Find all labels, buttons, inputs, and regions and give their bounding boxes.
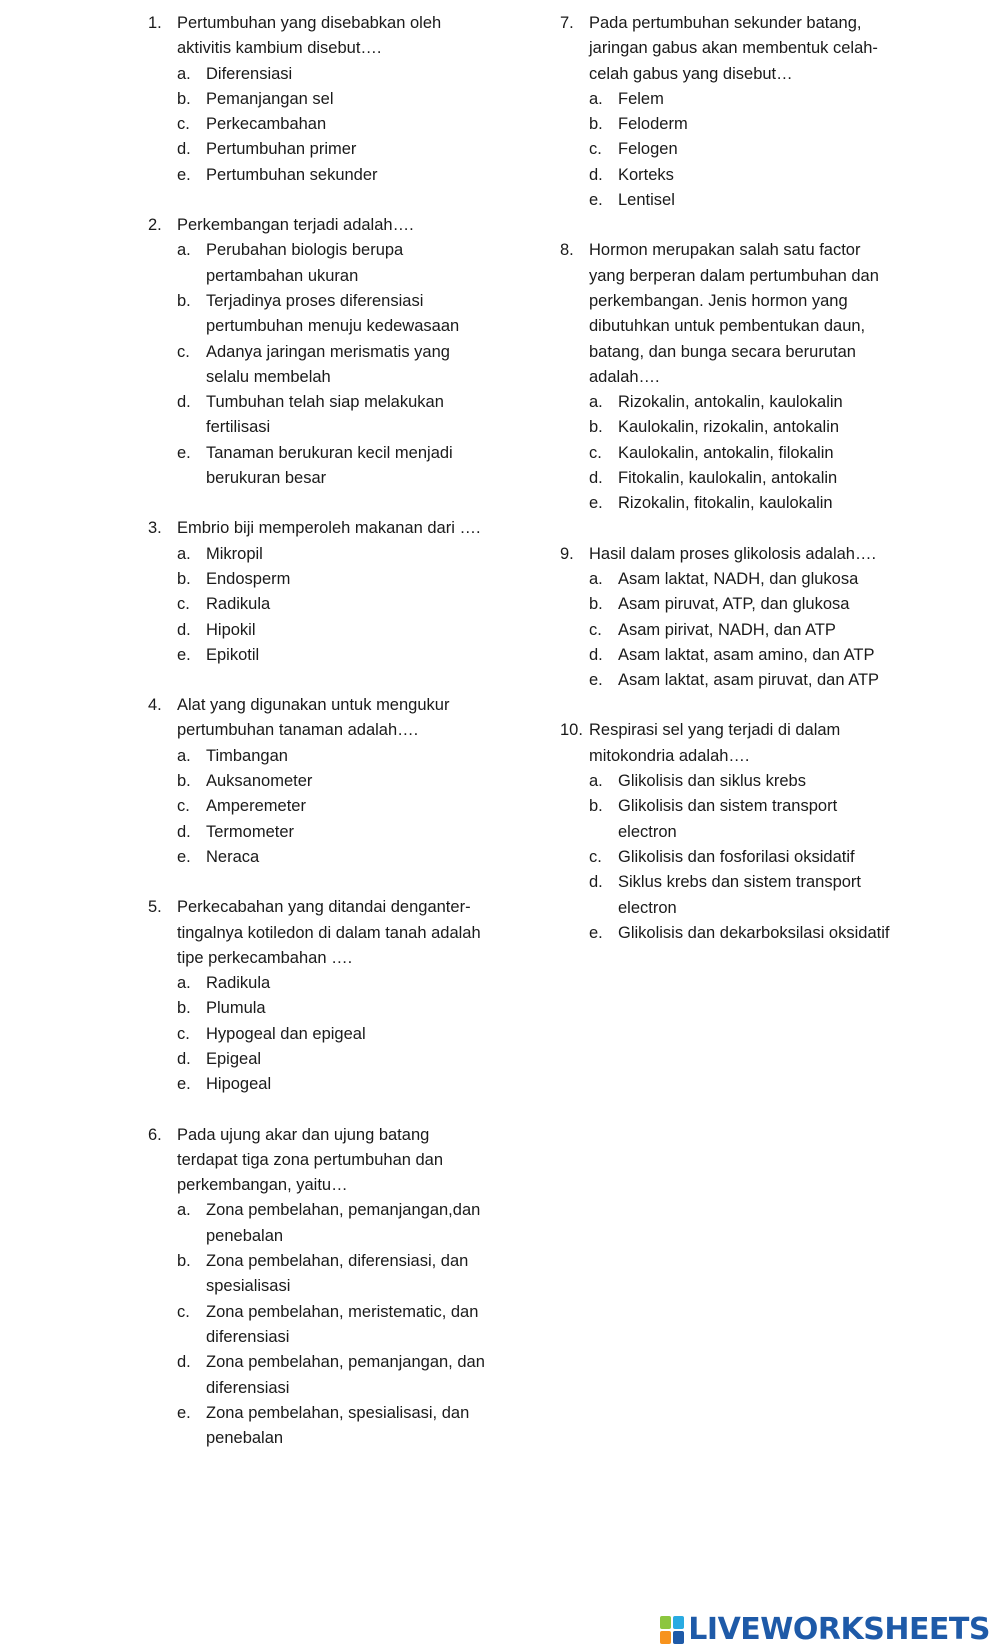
answer-option[interactable] (148, 289, 493, 340)
answer-options (148, 971, 493, 1097)
answer-option[interactable] (560, 592, 900, 617)
option-letter: b. (177, 291, 191, 310)
option-letter: c. (177, 595, 190, 614)
option-letter: d. (589, 165, 603, 184)
option-letter: d. (589, 645, 603, 664)
question-text: Alat yang digunakan untuk mengukur pertumbuhan tanaman adalah…. (177, 696, 450, 740)
option-letter: e. (589, 671, 603, 690)
option-text: Asam laktat, asam amino, dan ATP (618, 645, 875, 664)
option-text: Epigeal (206, 1049, 262, 1068)
question-text: Pada pertumbuhan sekunder batang, jaringan gabus akan membentuk celah-celah gabus yang disebut… (589, 14, 878, 83)
option-text: Kaulokalin, antokalin, filokalin (618, 443, 834, 462)
answer-option[interactable] (148, 163, 493, 188)
answer-option[interactable] (148, 1022, 493, 1047)
question-text: Hasil dalam proses glikolosis adalah…. (589, 544, 877, 563)
question-4 (148, 693, 493, 870)
option-letter: c. (177, 1302, 190, 1321)
answer-option[interactable] (560, 921, 900, 946)
option-letter: c. (177, 1024, 190, 1043)
option-text: Feloderm (618, 115, 688, 134)
option-letter: a. (589, 393, 603, 412)
option-letter: d. (177, 822, 191, 841)
answer-option[interactable] (560, 466, 900, 491)
question-stem (148, 693, 493, 744)
option-text: Pertumbuhan sekunder (206, 165, 378, 184)
answer-option[interactable] (148, 1072, 493, 1097)
option-text: Zona pembelahan, spesialisasi, dan penebalan (206, 1403, 470, 1448)
answer-option[interactable] (148, 441, 493, 492)
option-letter: a. (177, 64, 191, 83)
question-stem (560, 11, 900, 87)
answer-option[interactable] (148, 390, 493, 441)
answer-option[interactable] (148, 618, 493, 643)
answer-options (560, 769, 900, 946)
question-7 (560, 11, 900, 213)
option-letter: e. (177, 443, 191, 462)
option-letter: d. (177, 140, 191, 159)
option-text: Hipokil (206, 620, 256, 639)
question-1 (148, 11, 493, 188)
option-letter: e. (177, 165, 191, 184)
option-letter: e. (177, 645, 191, 664)
answer-option[interactable] (148, 567, 493, 592)
answer-option[interactable] (148, 820, 493, 845)
question-number: 3. (148, 519, 162, 538)
answer-option[interactable] (148, 1047, 493, 1072)
option-text: Adanya jaringan merismatis yang selalu membelah (206, 342, 450, 386)
answer-option[interactable] (560, 390, 900, 415)
liveworksheets-logo-icon (660, 1616, 684, 1644)
answer-option[interactable] (560, 870, 900, 921)
option-text: Felem (618, 89, 664, 108)
option-letter: e. (589, 923, 603, 942)
option-text: Tumbuhan telah siap melakukan fertilisasi (206, 393, 444, 437)
option-text: Timbangan (206, 746, 288, 765)
answer-option[interactable] (148, 744, 493, 769)
option-text: Termometer (206, 822, 295, 841)
option-text: Lentisel (618, 191, 675, 210)
option-text: Endosperm (206, 569, 291, 588)
answer-option[interactable] (148, 1198, 493, 1249)
option-text: Asam laktat, NADH, dan glukosa (618, 569, 859, 588)
option-letter: b. (177, 772, 191, 791)
question-stem (148, 1123, 493, 1199)
answer-option[interactable] (560, 137, 900, 162)
answer-option[interactable] (148, 1350, 493, 1401)
question-number: 1. (148, 14, 162, 32)
question-number: 2. (148, 216, 162, 235)
logo-tile (660, 1631, 671, 1644)
option-text: Epikotil (206, 645, 260, 664)
option-letter: a. (177, 974, 191, 993)
option-letter: b. (589, 115, 603, 134)
answer-option[interactable] (560, 845, 900, 870)
option-letter: b. (177, 89, 191, 108)
option-text: Radikula (206, 974, 271, 993)
answer-options (560, 390, 900, 516)
answer-option[interactable] (560, 163, 900, 188)
logo-tile (673, 1616, 684, 1629)
option-text: Amperemeter (206, 797, 306, 816)
option-text: Glikolisis dan dekarboksilasi oksidatif (618, 923, 890, 942)
question-text: Perkembangan terjadi adalah…. (177, 216, 414, 235)
option-text: Glikolisis dan siklus krebs (618, 772, 806, 791)
option-text: Zona pembelahan, pemanjangan, dan diferensiasi (206, 1353, 485, 1397)
option-letter: a. (589, 89, 603, 108)
option-text: Hipogeal (206, 1075, 272, 1094)
option-text: Korteks (618, 165, 674, 184)
answer-option[interactable] (560, 794, 900, 845)
answer-option[interactable] (148, 112, 493, 137)
option-text: Asam laktat, asam piruvat, dan ATP (618, 671, 880, 690)
answer-option[interactable] (148, 137, 493, 162)
option-text: Zona pembelahan, pemanjangan,dan penebalan (206, 1201, 481, 1245)
answer-option[interactable] (560, 87, 900, 112)
answer-option[interactable] (560, 567, 900, 592)
option-letter: a. (177, 1201, 191, 1220)
logo-tile (660, 1616, 671, 1629)
answer-option[interactable] (148, 87, 493, 112)
option-text: Diferensiasi (206, 64, 293, 83)
question-3 (148, 516, 493, 668)
option-text: Plumula (206, 999, 266, 1018)
option-letter: d. (589, 873, 603, 892)
option-letter: c. (177, 115, 190, 134)
option-text: Radikula (206, 595, 271, 614)
question-text: Perkecabahan yang ditandai dengantertingalnya kotiledon di dalam tanah adalah tipe perkecambahan …. (177, 898, 481, 967)
question-number: 9. (560, 544, 574, 563)
question-number: 6. (148, 1125, 162, 1144)
option-letter: e. (589, 494, 603, 513)
question-text: Hormon merupakan salah satu factor yang berperan dalam pertumbuhan dan perkembangan. Jenis hormon yang dibutuhkan untuk pembentukan daun, batang, dan bunga secara berurutan adalah…. (589, 241, 879, 386)
question-number: 7. (560, 14, 574, 32)
liveworksheets-logo[interactable] (660, 1612, 990, 1647)
option-text: Auksanometer (206, 772, 313, 791)
question-2 (148, 213, 493, 491)
answer-option[interactable] (560, 643, 900, 668)
question-number: 4. (148, 696, 162, 715)
option-letter: b. (177, 999, 191, 1018)
option-letter: b. (589, 418, 603, 437)
answer-option[interactable] (148, 62, 493, 87)
option-text: Felogen (618, 140, 678, 159)
question-8 (560, 238, 900, 516)
answer-option[interactable] (148, 1401, 493, 1452)
option-letter: c. (589, 620, 602, 639)
option-letter: a. (589, 772, 603, 791)
answer-options (560, 567, 900, 693)
answer-option[interactable] (560, 668, 900, 693)
option-text: Asam piruvat, ATP, dan glukosa (618, 595, 850, 614)
question-text: Embrio biji memperoleh makanan dari …. (177, 519, 481, 538)
answer-options (148, 1198, 493, 1451)
question-text: Pada ujung akar dan ujung batang terdapat tiga zona pertumbuhan dan perkembangan, yaitu… (177, 1125, 444, 1195)
option-text: Glikolisis dan sistem transport electron (618, 797, 838, 841)
question-5 (148, 895, 493, 1097)
question-stem (560, 718, 900, 769)
question-number: 8. (560, 241, 574, 260)
answer-option[interactable] (560, 415, 900, 440)
answer-option[interactable] (148, 643, 493, 668)
option-text: Terjadinya proses diferensiasi pertumbuhan menuju kedewasaan (206, 291, 460, 336)
answer-options (148, 238, 493, 491)
answer-option[interactable] (148, 845, 493, 870)
answer-option[interactable] (148, 769, 493, 794)
option-text: Pertumbuhan primer (206, 140, 357, 159)
question-10 (560, 718, 900, 946)
option-letter: c. (177, 797, 190, 816)
question-stem (148, 213, 493, 238)
answer-options (148, 542, 493, 668)
option-letter: a. (177, 544, 191, 563)
question-stem (148, 11, 493, 62)
option-letter: e. (589, 191, 603, 210)
option-letter: e. (177, 847, 191, 866)
answer-option[interactable] (560, 112, 900, 137)
answer-option[interactable] (148, 238, 493, 289)
option-text: Pemanjangan sel (206, 89, 334, 108)
question-stem (560, 238, 900, 390)
logo-tile (673, 1631, 684, 1644)
option-text: Zona pembelahan, meristematic, dan diferensiasi (206, 1302, 479, 1346)
left-column (148, 11, 493, 1476)
right-column (560, 11, 900, 971)
option-text: Asam pirivat, NADH, dan ATP (618, 620, 836, 639)
option-letter: a. (589, 569, 603, 588)
option-letter: d. (589, 469, 603, 488)
option-letter: b. (177, 569, 191, 588)
answer-option[interactable] (148, 340, 493, 391)
answer-option[interactable] (560, 441, 900, 466)
answer-option[interactable] (148, 592, 493, 617)
option-text: Mikropil (206, 544, 263, 563)
answer-option[interactable] (148, 971, 493, 996)
option-text: Glikolisis dan fosforilasi oksidatif (618, 847, 855, 866)
option-text: Perkecambahan (206, 115, 327, 134)
option-text: Fitokalin, kaulokalin, antokalin (618, 469, 838, 488)
option-text: Tanaman berukuran kecil menjadi berukuran besar (206, 443, 453, 488)
option-letter: d. (177, 620, 191, 639)
option-letter: c. (589, 140, 602, 159)
question-stem (148, 516, 493, 541)
option-letter: a. (177, 746, 191, 765)
question-stem (560, 542, 900, 567)
answer-option[interactable] (148, 1249, 493, 1300)
option-letter: c. (589, 443, 602, 462)
answer-option[interactable] (560, 188, 900, 213)
answer-options (148, 62, 493, 188)
option-text: Zona pembelahan, diferensiasi, dan spesialisasi (206, 1252, 469, 1296)
option-letter: b. (589, 797, 603, 816)
answer-option[interactable] (148, 542, 493, 567)
option-text: Hypogeal dan epigeal (206, 1024, 366, 1043)
option-text: Neraca (206, 847, 260, 866)
option-letter: e. (177, 1075, 191, 1094)
option-letter: e. (177, 1403, 191, 1422)
question-6 (148, 1123, 493, 1452)
option-letter: c. (589, 847, 602, 866)
answer-option[interactable] (148, 996, 493, 1021)
question-number: 5. (148, 898, 162, 917)
question-9 (560, 542, 900, 694)
answer-option[interactable] (560, 618, 900, 643)
question-stem (148, 895, 493, 971)
option-letter: d. (177, 1353, 191, 1372)
question-text: Pertumbuhan yang disebabkan oleh aktivitis kambium disebut…. (177, 14, 442, 58)
answer-option[interactable] (560, 491, 900, 516)
option-text: Kaulokalin, rizokalin, antokalin (618, 418, 840, 437)
option-letter: b. (177, 1252, 191, 1271)
answer-options (148, 744, 493, 870)
option-letter: b. (589, 595, 603, 614)
option-letter: d. (177, 1049, 191, 1068)
question-number: 10. (560, 721, 583, 740)
answer-option[interactable] (560, 769, 900, 794)
option-letter: d. (177, 393, 191, 412)
option-text: Rizokalin, fitokalin, kaulokalin (618, 494, 833, 513)
option-letter: c. (177, 342, 190, 361)
answer-option[interactable] (148, 794, 493, 819)
question-text: Respirasi sel yang terjadi di dalam mitokondria adalah…. (589, 721, 841, 765)
option-text: Rizokalin, antokalin, kaulokalin (618, 393, 843, 412)
option-text: Perubahan biologis berupa pertambahan ukuran (206, 241, 404, 285)
answer-option[interactable] (148, 1300, 493, 1351)
liveworksheets-logo-text: LIVEWORKSHEETS (688, 1612, 990, 1647)
option-letter: a. (177, 241, 191, 260)
answer-options (560, 87, 900, 213)
option-text: Siklus krebs dan sistem transport electron (618, 873, 862, 917)
